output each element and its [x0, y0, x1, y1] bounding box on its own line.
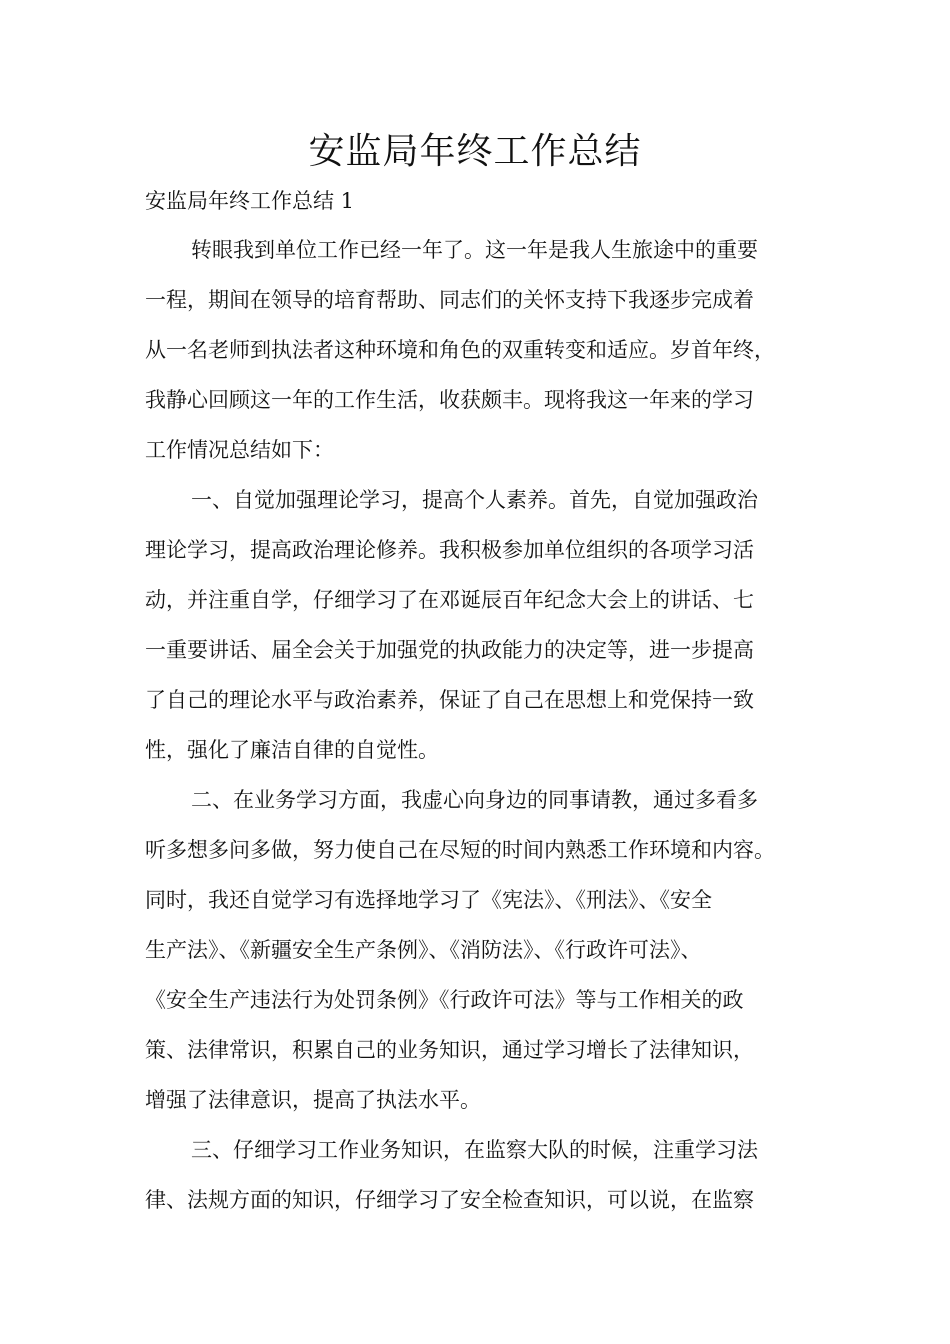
body-line: 一、自觉加强理论学习，提高个人素养。首先，自觉加强政治 [191, 488, 758, 512]
body-line: 策、法律常识，积累自己的业务知识，通过学习增长了法律知识， [145, 1038, 754, 1062]
body-line: 工作情况总结如下： [145, 438, 334, 462]
body-line: 二、在业务学习方面，我虚心向身边的同事请教，通过多看多 [191, 788, 758, 812]
body-line: 听多想多问多做，努力使自己在尽短的时间内熟悉工作环境和内容。 [145, 838, 775, 862]
document-body [145, 232, 825, 1232]
body-line: 性，强化了廉洁自律的自觉性。 [145, 738, 439, 762]
body-line: 我静心回顾这一年的工作生活，收获颇丰。现将我这一年来的学习 [145, 388, 754, 412]
body-line: 一程，期间在领导的培育帮助、同志们的关怀支持下我逐步完成着 [145, 288, 754, 312]
body-line: 生产法》、《新疆安全生产条例》、《消防法》、《行政许可法》、 [145, 938, 702, 962]
body-line: 动，并注重自学，仔细学习了在邓诞辰百年纪念大会上的讲话、七 [145, 588, 754, 612]
body-line: 三、仔细学习工作业务知识，在监察大队的时候，注重学习法 [191, 1138, 758, 1162]
body-line: 律、法规方面的知识，仔细学习了安全检查知识，可以说，在监察 [145, 1188, 754, 1212]
body-line: 转眼我到单位工作已经一年了。这一年是我人生旅途中的重要 [191, 238, 758, 262]
body-line: 增强了法律意识，提高了执法水平。 [145, 1088, 481, 1112]
body-line: 从一名老师到执法者这种环境和角色的双重转变和适应。岁首年终， [145, 338, 775, 362]
body-line: 了自己的理论水平与政治素养，保证了自己在思想上和党保持一致 [145, 688, 754, 712]
body-line: 《安全生产违法行为处罚条例》《行政许可法》等与工作相关的政 [145, 988, 744, 1012]
body-line: 一重要讲话、届全会关于加强党的执政能力的决定等，进一步提高 [145, 638, 754, 662]
document-title: 安监局年终工作总结 [308, 131, 642, 172]
body-line: 同时，我还自觉学习有选择地学习了《宪法》、《刑法》、《安全 [145, 888, 712, 912]
document-subtitle: 安监局年终工作总结 1 [145, 189, 355, 213]
body-line: 理论学习，提高政治理论修养。我积极参加单位组织的各项学习活 [145, 538, 754, 562]
